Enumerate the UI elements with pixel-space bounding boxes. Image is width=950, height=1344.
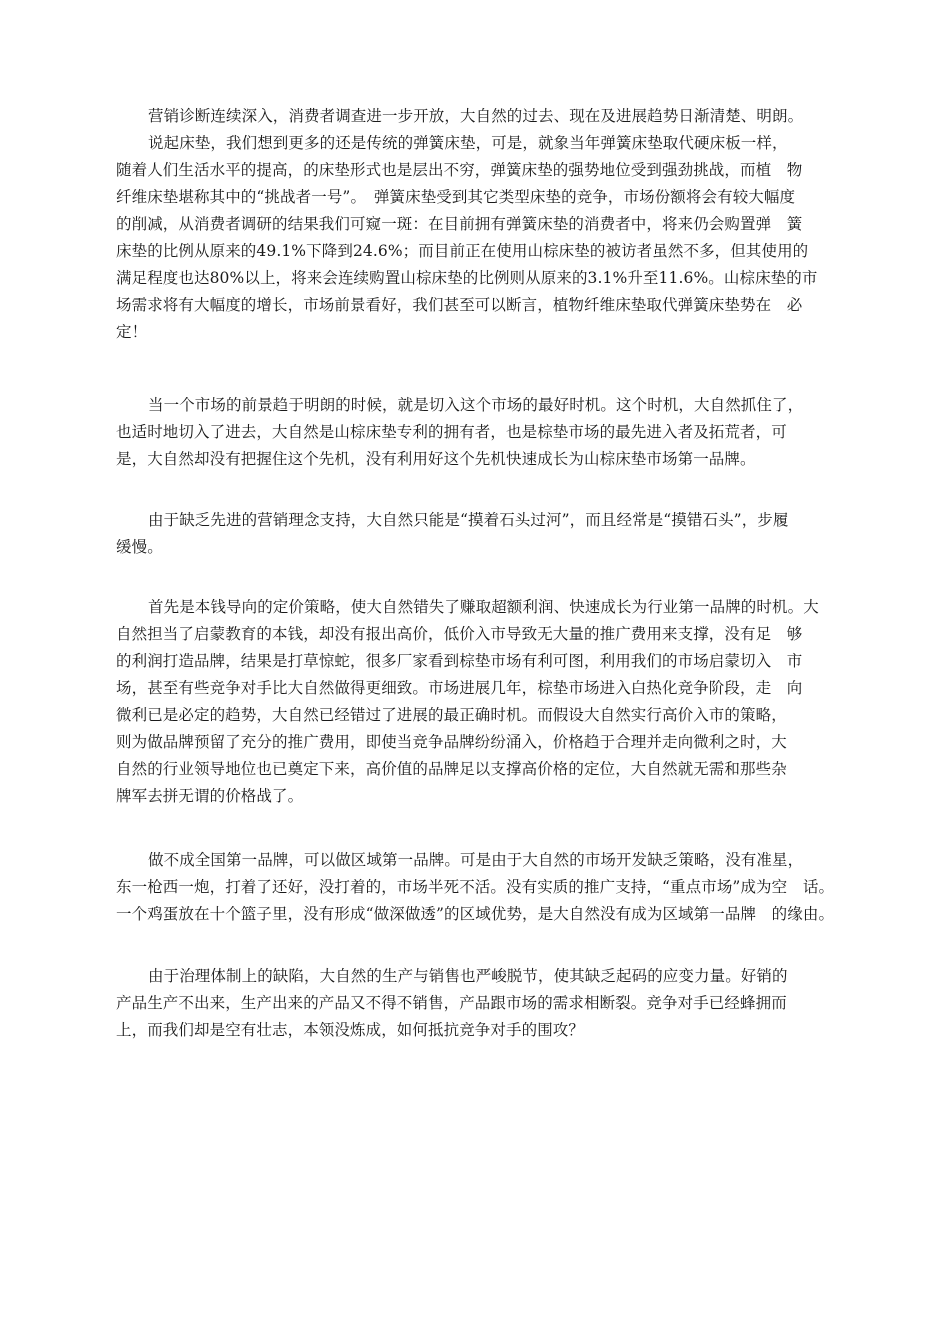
text-line: 是，大自然却没有把握住这个先机，没有利用好这个先机快速成长为山棕床垫市场第一品牌。: [116, 450, 756, 468]
text-line: 东一枪西一炮，打着了还好，没打着的，市场半死不活。没有实质的推广支持，“重点市场”成为空 话。: [116, 878, 835, 896]
text-line: 场，甚至有些竞争对手比大自然做得更细致。市场进展几年，棕垫市场进入白热化竞争阶段，走 向: [116, 679, 803, 697]
text-line: 牌军去拼无谓的价格战了。: [116, 787, 304, 805]
text-line: 自然担当了启蒙教育的本钱，却没有报出高价，低价入市导致无大量的推广费用来支撑，没有足 够: [116, 625, 803, 643]
text-line: 的利润打造品牌，结果是打草惊蛇，很多厂家看到棕垫市场有利可图，利用我们的市场启蒙切入 市: [116, 652, 803, 670]
text-line: 的削减，从消费者调研的结果我们可窥一斑：在目前拥有弹簧床垫的消费者中，将来仍会购置弹 簧: [116, 215, 803, 233]
text-line: 满足程度也达80%以上，将来会连续购置山棕床垫的比例则从原来的3.1%升至11.6%。山棕床垫的市: [116, 269, 818, 287]
text-line: 则为做品牌预留了充分的推广费用，即使当竞争品牌纷纷涌入，价格趋于合理并走向微利之时，大: [116, 733, 787, 751]
text-line: 也适时地切入了进去，大自然是山棕床垫专利的拥有者，也是棕垫市场的最先进入者及拓荒者，可: [116, 423, 787, 441]
text-line: 定！: [116, 323, 148, 341]
text-line: 上，而我们却是空有壮志，本领没炼成，如何抵抗竞争对手的围攻？: [116, 1021, 585, 1039]
text-line: 首先是本钱导向的定价策略，使大自然错失了赚取超额利润、快速成长为行业第一品牌的时机。大: [148, 598, 819, 616]
text-line: 营销诊断连续深入，消费者调查进一步开放，大自然的过去、现在及进展趋势日渐清楚、明朗。: [148, 107, 804, 125]
text-line: 场需求将有大幅度的增长，市场前景看好，我们甚至可以断言，植物纤维床垫取代弹簧床垫势在 必: [116, 296, 803, 314]
text-line: 说起床垫，我们想到更多的还是传统的弹簧床垫，可是，就象当年弹簧床垫取代硬床板一样，: [148, 134, 788, 152]
text-line: 做不成全国第一品牌，可以做区域第一品牌。可是由于大自然的市场开发缺乏策略，没有准星，: [148, 851, 804, 869]
text-line: 由于治理体制上的缺陷，大自然的生产与销售也严峻脱节，使其缺乏起码的应变力量。好销的: [148, 967, 788, 985]
text-line: 微利已是必定的趋势，大自然已经错过了进展的最正确时机。而假设大自然实行高价入市的策略，: [116, 706, 787, 724]
text-line: 一个鸡蛋放在十个篮子里，没有形成“做深做透”的区域优势，是大自然没有成为区域第一品牌 的缘由。: [116, 905, 835, 923]
text-line: 床垫的比例从原来的49.1%下降到24.6%；而目前正在使用山棕床垫的被访者虽然不多，但其使用的: [116, 242, 809, 260]
text-line: 由于缺乏先进的营销理念支持，大自然只能是“摸着石头过河”，而且经常是“摸错石头”，步履: [148, 511, 789, 529]
text-line: 缓慢。: [116, 538, 163, 556]
text-line: 当一个市场的前景趋于明朗的时候，就是切入这个市场的最好时机。这个时机，大自然抓住了，: [148, 396, 804, 414]
text-line: 自然的行业领导地位也已奠定下来，高价值的品牌足以支撑高价格的定位，大自然就无需和那些杂: [116, 760, 787, 778]
text-line: 随着人们生活水平的提高，的床垫形式也是层出不穷，弹簧床垫的强势地位受到强劲挑战，而植 物: [116, 161, 803, 179]
text-line: 纤维床垫堪称其中的“挑战者一号”。 弹簧床垫受到其它类型床垫的竞争，市场份额将会有较大幅度: [116, 188, 796, 206]
text-line: 产品生产不出来，生产出来的产品又不得不销售，产品跟市场的需求相断裂。竞争对手已经蜂拥而: [116, 994, 787, 1012]
